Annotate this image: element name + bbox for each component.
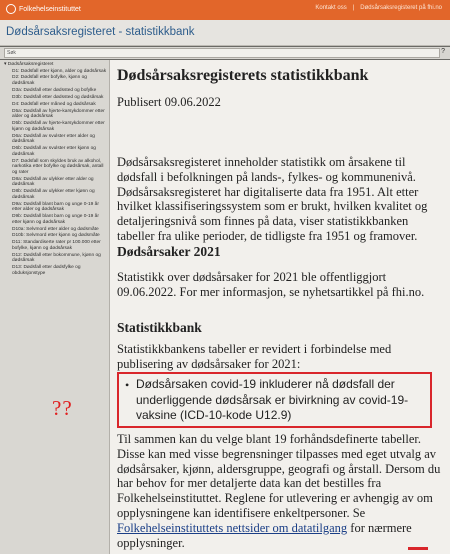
tree-root[interactable]: ▾ Dødsårsaksregisteret [4,62,54,67]
tree-item[interactable]: D3a: Dødsfall etter dødssted og bofylke [12,87,97,93]
main-content [110,60,450,554]
tree-item[interactable]: D3b: Dødsfall etter dødssted og dødsårsak [12,94,104,100]
table-tree [0,60,109,277]
tree-item[interactable]: D13: Dødsfall etter dødsfylke og obduksjonstype [12,265,81,276]
help-icon[interactable]: ? [441,48,445,55]
tree-item[interactable]: D5b: Dødsfall av hjerte-karsykdommer etter kjønn og dødsårsak [12,121,105,132]
tree-item[interactable]: D10b: Selvmord etter kjønn og dødsmåte [12,233,100,239]
tree-item[interactable]: D9b: Dødsfall blant barn og unge 0-19 år etter kjønn og dødsårsak [12,214,99,225]
paragraph-tables: Til sammen kan du velge blant 19 forhåndsdefinerte tabeller. Disse kan med visse begrensninger tilpasses med eget utvalg av dødsårsaker, kjønn, aldersgruppe, geografi og årstall. Dersom du har behov for mer detaljerte data kan det bestilles fra Folkehelseinstituttet. Reglene for utlevering er avhengig av om opplysningene kan identifisere enkeltpersoner. Se Folkehelseinstituttets nettsider om datatilgang for nærmere opplysninger. [117,432,441,550]
question-marks-annotation: ?? [52,396,73,420]
page-header [0,20,450,46]
tree-item[interactable]: D11: Standardiserte rater pr 100.000 etter bofylke, kjønn og dødsårsak [12,240,101,251]
registry-link[interactable]: Dødsårsaksregisteret på fhi.no [360,5,442,11]
tree-item[interactable]: D10a: Selvmord etter alder og dødsmåte [12,226,99,232]
tree-item[interactable]: D1: Dødsfall etter kjønn, alder og dødsårsak [12,68,107,74]
search-input[interactable] [4,48,440,58]
intro-paragraph: Dødsårsaksregisteret inneholder statistikk om årsakene til dødsfall i befolkningen på lands-, fylkes- og kommunenivå. Dødsårsaksregisteret har digitaliserte data fra 1951. Alt etter hvilket klassifiseringssystem som er brukt, hvilken kvalitet og detaljeringsnivå som finnes på data, viser statistikkbanken tabeller fra ulike perioder, de tidligste fra 1951 og framover. [117,155,428,243]
tree-item[interactable]: D5a: Dødsfall av hjerte-karsykdommer etter alder og dødsårsak [12,108,105,120]
top-bar [0,0,450,20]
covid-bullet-text: Dødsårsaken covid-19 inkluderer nå dødsfall der underliggende dødsårsak er bivirkning av covid-19-vaksine (ICD-10-kode U12.9) [136,377,409,422]
tree-item[interactable]: D2: Dødsfall etter bofylke, kjønn og dødsårsak [12,75,87,87]
paragraph-statistikkbank: Statistikkbankens tabeller er revidert i forbindelse med publisering av dødsårsaker for 2021: [117,342,392,371]
fhi-logo-icon [6,4,16,14]
sidebar [0,60,110,554]
bullet-dot-icon: • [125,378,130,392]
top-links: Kontakt oss | Dødsårsaksregisteret på fhi.no [315,5,442,11]
published-date: Publisert 09.06.2022 [117,95,221,109]
tree-item[interactable]: D8a: Dødsfall av ulykker etter alder og dødsårsak [12,176,94,188]
section-heading-statistikkbank: Statistikkbank [117,320,202,335]
tree-item[interactable]: D6a: Dødsfall av svulster etter alder og dødsårsak [12,133,95,145]
tree-item[interactable]: D12: Dødsfall etter bokommune, kjønn og dødsårsak [12,252,101,264]
datatilgang-link[interactable]: Folkehelseinstituttets nettsider om datatilgang [117,520,348,535]
highlighted-bullet-box [117,372,432,428]
content-title: Dødsårsaksregisterets statistikkbank [117,67,369,84]
tree-item[interactable]: D8b: Dødsfall av ulykker etter kjønn og dødsårsak [12,189,95,200]
paragraph-2021: Statistikk over dødsårsaker for 2021 ble offentliggjort 09.06.2022. For mer informasjon, se nyhetsartikkel på fhi.no. [117,270,425,299]
tree-item[interactable]: D7: Dødsfall som skyldes bruk av alkohol, narkotika etter bofylke og dødsårsak, antall og rater [12,158,104,175]
page-title: Dødsårsaksregisteret - statistikkbank [6,26,195,38]
search-row [0,47,450,59]
tree-item[interactable]: D4: Dødsfall etter måned og dødsårsak [12,101,96,107]
red-underline-annotation [408,547,428,550]
brand-label: Folkehelseinstituttet [19,5,81,13]
tree-item[interactable]: D9a: Dødsfall blant barn og unge 0-19 år etter alder og dødsårsak [12,201,99,213]
tree-item[interactable]: D6b: Dødsfall av svulster etter kjønn og dødsårsak [12,146,96,157]
brand[interactable] [6,4,81,14]
contact-link[interactable]: Kontakt oss [315,5,347,11]
section-heading-2021: Dødsårsaker 2021 [117,244,221,259]
